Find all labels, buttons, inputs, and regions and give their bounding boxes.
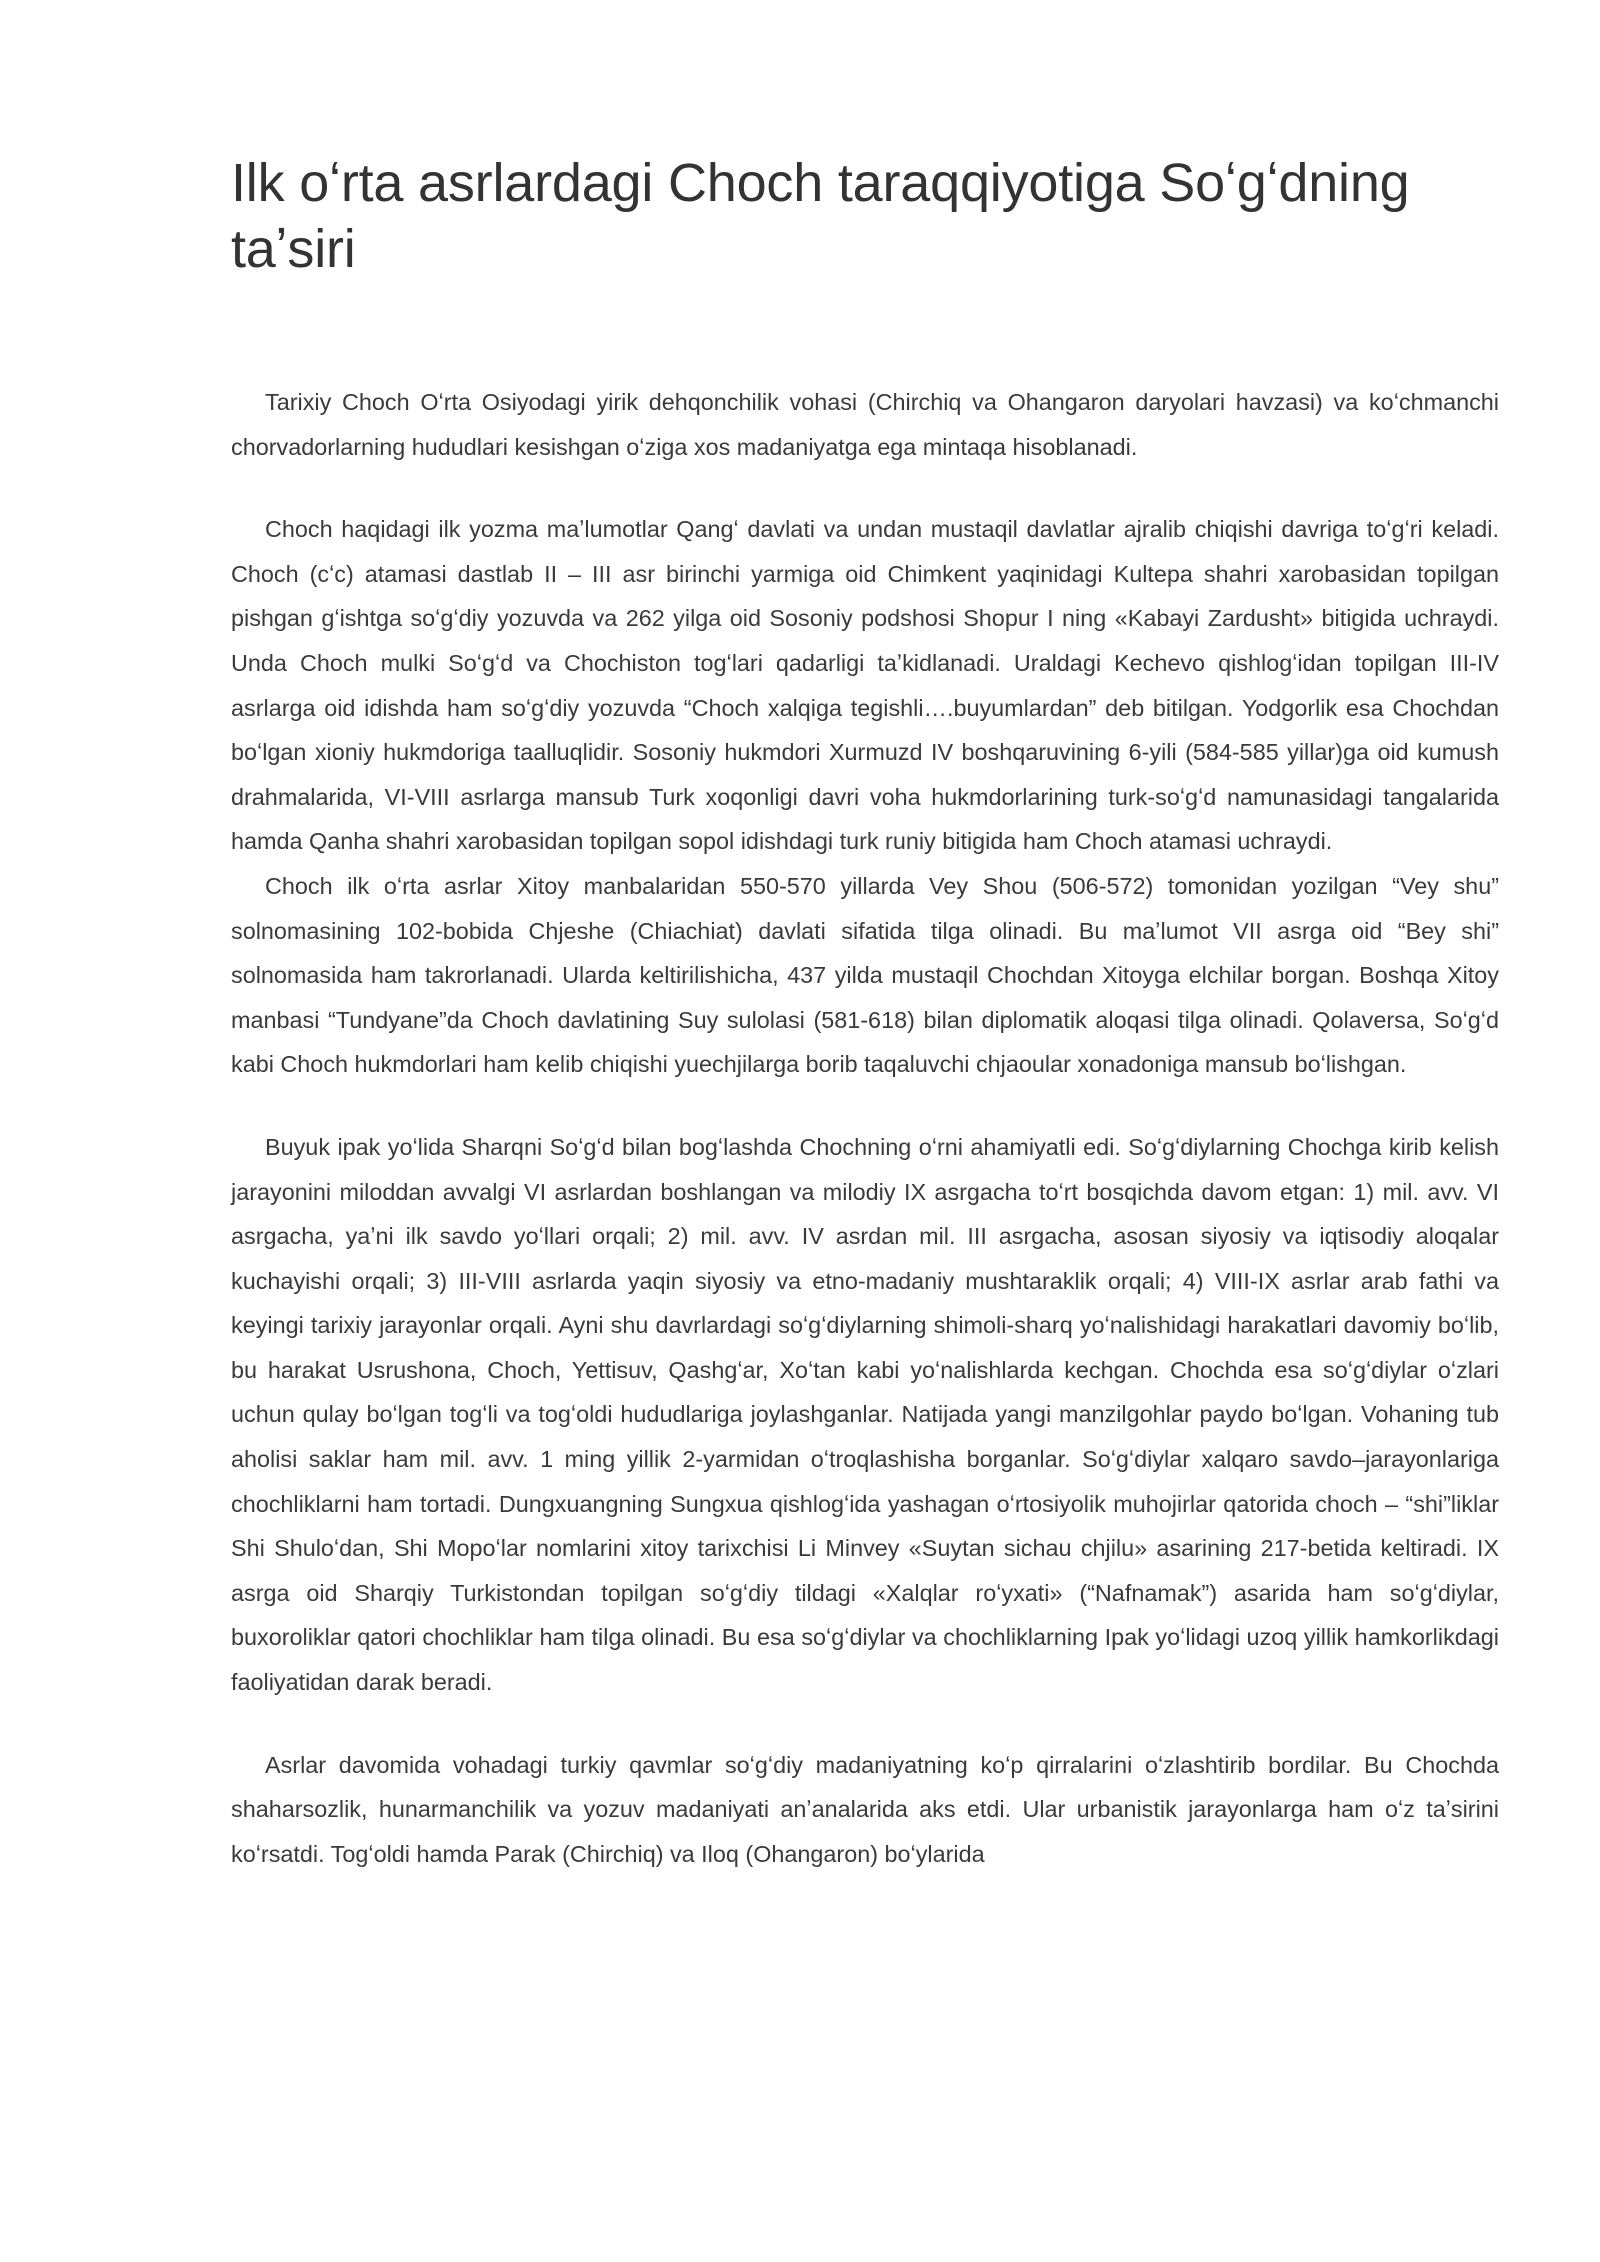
page-title: Ilk oʻrta asrlardagi Choch taraqqiyotiga Soʻgʻdning taʼsiri: [231, 153, 1410, 279]
paragraph-silk-road: Buyuk ipak yoʻlida Sharqni Soʻgʻd bilan bogʻlashda Chochning oʻrni ahamiyatli edi. Soʻgʻdiylarning Chochga kirib kelish jarayonini miloddan avvalgi VI asrlardan boshlangan va milodiy IX asrgacha toʻrt bosqichda davom etgan: 1) mil. avv. VI asrgacha, yaʼni ilk savdo yoʻllari orqali; 2) mil. avv. IV asrdan mil. III asrgacha, asosan siyosiy va iqtisodiy aloqalar kuchayishi orqali; 3) III-VIII asrlarda yaqin siyosiy va etno-madaniy mushtaraklik orqali; 4) VIII-IX asrlar arab fathi va keyingi tarixiy jarayonlar orqali. Ayni shu davrlardagi soʻgʻdiylarning shimoli-sharq yoʻnalishidagi harakatlari davomiy boʻlib, bu harakat Usrushona, Choch, Yettisuv, Qashgʻar, Xoʻtan kabi yoʻnalishlarda kechgan. Chochda esa soʻgʻdiylar oʻzlari uchun qulay boʻlgan togʻli va togʻoldi hududlariga joylashganlar. Natijada yangi manzilgohlar paydo boʻlgan. Vohaning tub aholisi saklar ham mil. avv. 1 ming yillik 2-yarmidan oʻtroqlashisha borganlar. Soʻgʻdiylar xalqaro savdo–jarayonlariga chochliklarni ham tortadi. Dungxuangning Sungxua qishlogʻida yashagan oʻrtosiyolik muhojirlar qatorida choch – “shi”liklar Shi Shuloʻdan, Shi Mopoʻlar nomlarini xitoy tarixchisi Li Minvey «Suytan sichau chjilu» asarining 217-betida keltiradi. IX asrga oid Sharqiy Turkistondan topilgan soʻgʻdiy tildagi «Xalqlar roʻyxati» (“Nafnamak”) asarida ham soʻgʻdiylar, buxoroliklar qatori chochliklar ham tilga olinadi. Bu esa soʻgʻdiylar va chochliklarning Ipak yoʻlidagi uzoq yillik hamkorlikdagi faoliyatidan darak beradi.: [231, 1133, 1499, 1696]
paragraph-turkic-tribes: Asrlar davomida vohadagi turkiy qavmlar soʻgʻdiy madaniyatning koʻp qirralarini oʻzlashtirib bordilar. Bu Chochda shaharsozlik, hunarmanchilik va yozuv madaniyati anʼanalarida aks etdi. Ular urbanistik jarayonlarga ham oʻz taʼsirini koʻrsatdi. Togʻoldi hamda Parak (Chirchiq) va Iloq (Ohangaron) boʻylarida: [231, 1751, 1499, 1867]
article-body: [231, 380, 1499, 1876]
document-page: [231, 0, 1499, 1876]
paragraph-intro: Tarixiy Choch Oʻrta Osiyodagi yirik dehqonchilik vohasi (Chirchiq va Ohangaron daryolari havzasi) va koʻchmanchi chorvadorlarning hududlari kesishgan oʻziga xos madaniyatga ega mintaqa hisoblanadi.: [231, 389, 1499, 460]
paragraph-written-sources: Choch haqidagi ilk yozma maʼlumotlar Qangʻ davlati va undan mustaqil davlatlar ajralib chiqishi davriga toʻgʻri keladi. Choch (cʻc) atamasi dastlab II – III asr birinchi yarmiga oid Chimkent yaqinidagi Kultepa shahri xarobasidan topilgan pishgan gʻishtga soʻgʻdiy yozuvda va 262 yilga oid Sosoniy podshosi Shopur I ning «Kabayi Zardusht» bitigida uchraydi. Unda Choch mulki Soʻgʻd va Chochiston togʻlari qadarligi taʼkidlanadi. Uraldagi Kechevo qishlogʻidan topilgan III-IV asrlarga oid idishda ham soʻgʻdiy yozuvda “Choch xalqiga tegishli….buyumlardan” deb bitilgan. Yodgorlik esa Chochdan boʻlgan xioniy hukmdoriga taalluqlidir. Sosoniy hukmdori Xurmuzd IV boshqaruvining 6-yili (584-585 yillar)ga oid kumush drahmalarida, VI-VIII asrlarga mansub Turk xoqonligi davri voha hukmdorlarining turk-soʻgʻd namunasidagi tangalarida hamda Qanha shahri xarobasidan topilgan sopol idishdagi turk runiy bitigida ham Choch atamasi uchraydi.: [231, 516, 1499, 855]
paragraph-chinese-sources: Choch ilk oʻrta asrlar Xitoy manbalaridan 550-570 yillarda Vey Shou (506-572) tomonidan yozilgan “Vey shu” solnomasining 102-bobida Chjeshe (Chiachiat) davlati sifatida tilga olinadi. Bu maʼlumot VII asrga oid “Bey shi” solnomasida ham takrorlanadi. Ularda keltirilishicha, 437 yilda mustaqil Chochdan Xitoyga elchilar borgan. Boshqa Xitoy manbasi “Tundyane”da Choch davlatining Suy sulolasi (581-618) bilan diplomatik aloqasi tilga olinadi. Qolaversa, Soʻgʻd kabi Choch hukmdorlari ham kelib chiqishi yuechjilarga borib taqaluvchi chjaoular xonadoniga mansub boʻlishgan.: [231, 872, 1499, 1078]
